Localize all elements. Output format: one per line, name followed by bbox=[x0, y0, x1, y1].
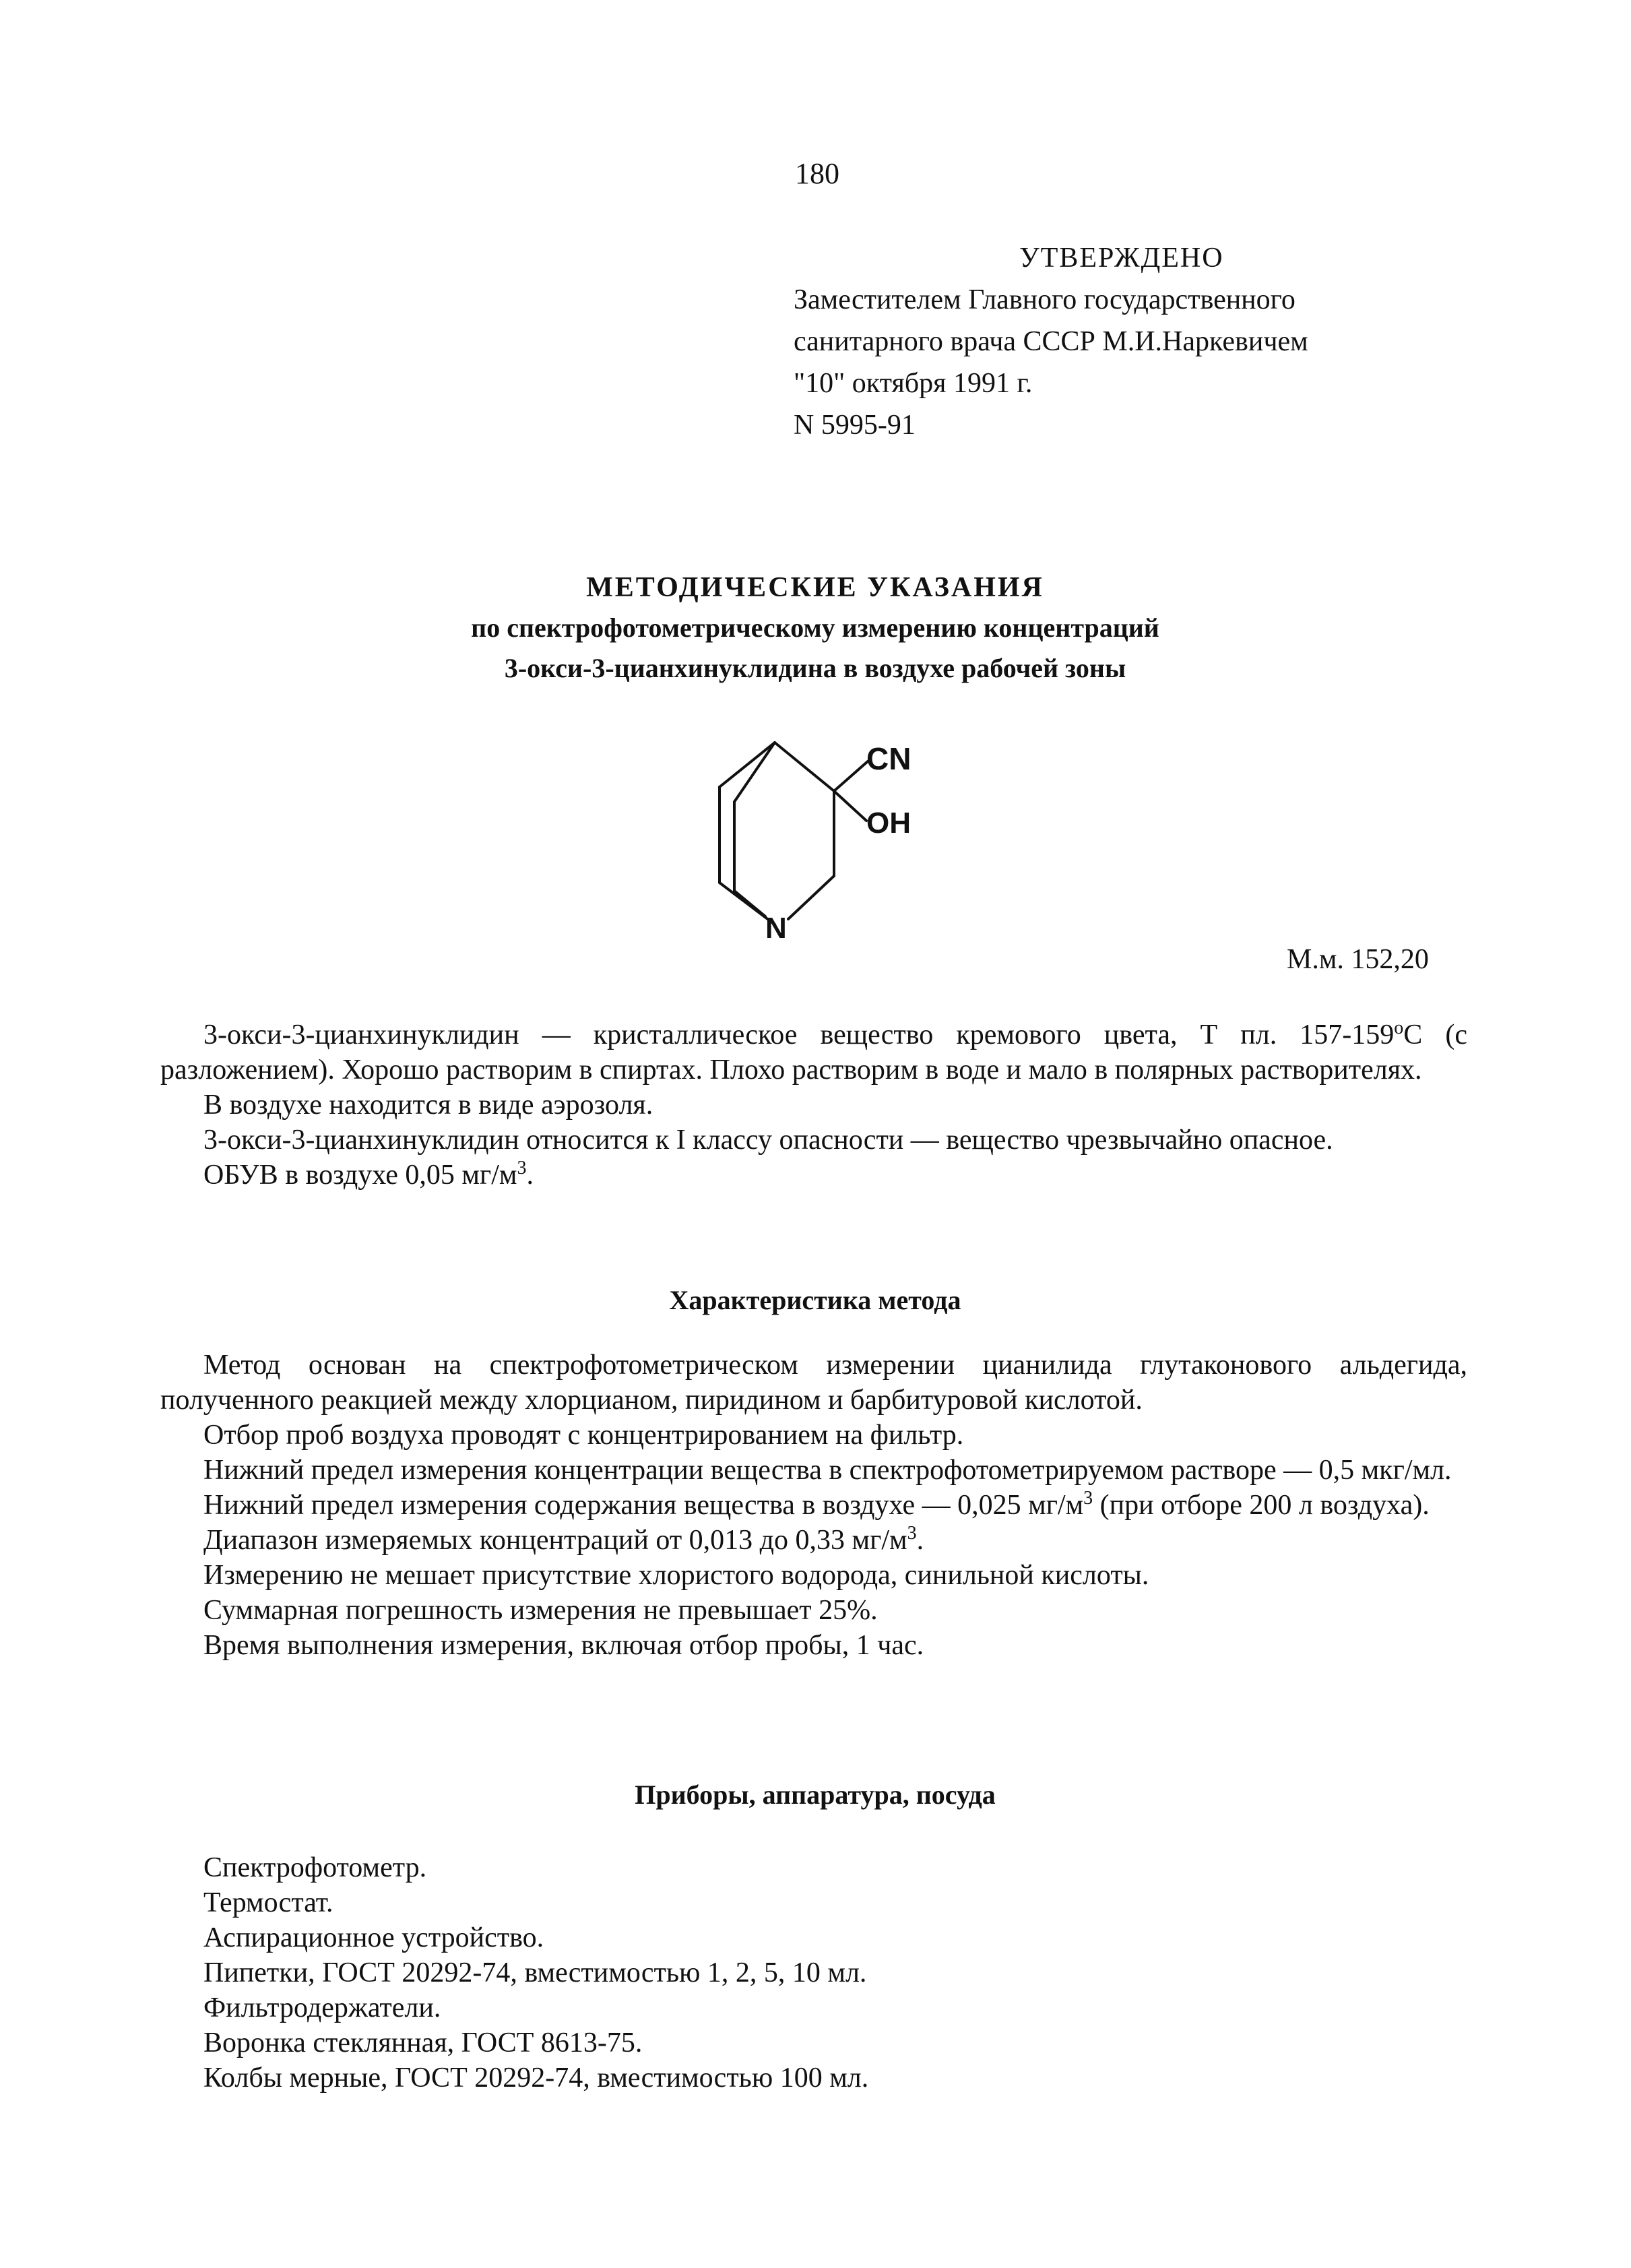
list-item: Спектрофотометр. bbox=[203, 1852, 427, 1883]
list-item: Фильтродержатели. bbox=[203, 1992, 441, 2023]
bond bbox=[788, 876, 834, 919]
approval-line: Заместителем Главного государственного bbox=[794, 284, 1296, 315]
approved-label: УТВЕРЖДЕНО bbox=[1019, 243, 1224, 274]
method-block bbox=[160, 1348, 1467, 1663]
equipment-list bbox=[203, 1850, 868, 2096]
oh-label: OH bbox=[866, 807, 911, 840]
approval-number: N 5995-91 bbox=[794, 410, 916, 441]
bond bbox=[734, 891, 765, 916]
list-item: Колбы мерные, ГОСТ 20292-74, вместимостью 100 мл. bbox=[203, 2062, 869, 2093]
bond bbox=[719, 743, 775, 787]
cn-label: CN bbox=[866, 741, 912, 776]
molecular-weight: М.м. 152,20 bbox=[1287, 944, 1429, 975]
paragraph: ОБУВ в воздухе 0,05 $мг/м^3$. bbox=[203, 1158, 534, 1191]
paragraph: Нижний предел измерения содержания вещества в воздухе — 0,025 $мг/м^3$ (при отборе 200 л воздуха). bbox=[203, 1488, 1430, 1521]
list-item: Аспирационное устройство. bbox=[203, 1922, 544, 1953]
bond bbox=[834, 761, 868, 791]
bond bbox=[734, 743, 775, 802]
paragraph: Суммарная погрешность измерения не превышает 25%. bbox=[203, 1595, 878, 1626]
intro-block bbox=[160, 1017, 1467, 1193]
paragraph: Метод основан на спектрофотометрическом измерении цианилида глутаконового альдегида, полученного реакцией между хлорцианом, пиридином и барбитуровой кислотой. bbox=[160, 1350, 1467, 1416]
bond bbox=[775, 743, 834, 791]
bond bbox=[834, 791, 866, 821]
paragraph: 3-окси-3-цианхинуклидин — кристаллическое вещество кремового цвета, Т пл. $157-159^оС$ (с разложением). Хорошо растворим в спиртах. Плохо растворим в воде и мало в полярных растворителях. bbox=[160, 1017, 1467, 1085]
paragraph: Отбор проб воздуха проводят с концентрированием на фильтр. bbox=[203, 1420, 964, 1451]
page-number: 180 bbox=[795, 157, 839, 190]
paragraph: 3-окси-3-цианхинуклидин относится к I классу опасности — вещество чрезвычайно опасное. bbox=[203, 1125, 1333, 1156]
list-item: Воронка стеклянная, ГОСТ 8613-75. bbox=[203, 2027, 643, 2058]
approval-line: санитарного врача СССР М.И.Наркевичем bbox=[794, 326, 1308, 357]
title-subtitle: 3-окси-3-цианхинуклидина в воздухе рабочей зоны bbox=[504, 653, 1126, 683]
paragraph: Измерению не мешает присутствие хлористого водорода, синильной кислоты. bbox=[203, 1560, 1149, 1591]
list-item: Пипетки, ГОСТ 20292-74, вместимостью 1, 2, 5, 10 мл. bbox=[203, 1957, 867, 1988]
n-label: N bbox=[765, 912, 787, 945]
paragraph: Диапазон измеряемых концентраций от 0,013 до 0,33 $мг/м^3$. bbox=[203, 1523, 924, 1556]
document-title bbox=[269, 567, 1361, 689]
section-heading-equipment: Приборы, аппаратура, посуда bbox=[635, 1779, 996, 1810]
paragraph: Нижний предел измерения концентрации вещества в спектрофотометрируемом растворе — 0,5 мкг/мл. bbox=[203, 1455, 1452, 1486]
list-item: Термостат. bbox=[203, 1887, 333, 1918]
title-subtitle: по спектрофотометрическому измерению концентраций bbox=[471, 612, 1159, 643]
title-main: МЕТОДИЧЕСКИЕ УКАЗАНИЯ bbox=[586, 572, 1044, 603]
approval-date: "10" октября 1991 г. bbox=[794, 368, 1033, 399]
paragraph: В воздухе находится в виде аэрозоля. bbox=[203, 1090, 653, 1121]
quinuclidine-structure bbox=[694, 734, 950, 950]
approval-stamp bbox=[794, 237, 1308, 446]
section-heading-method: Характеристика метода bbox=[669, 1285, 961, 1315]
paragraph: Время выполнения измерения, включая отбор пробы, 1 час. bbox=[203, 1630, 924, 1661]
